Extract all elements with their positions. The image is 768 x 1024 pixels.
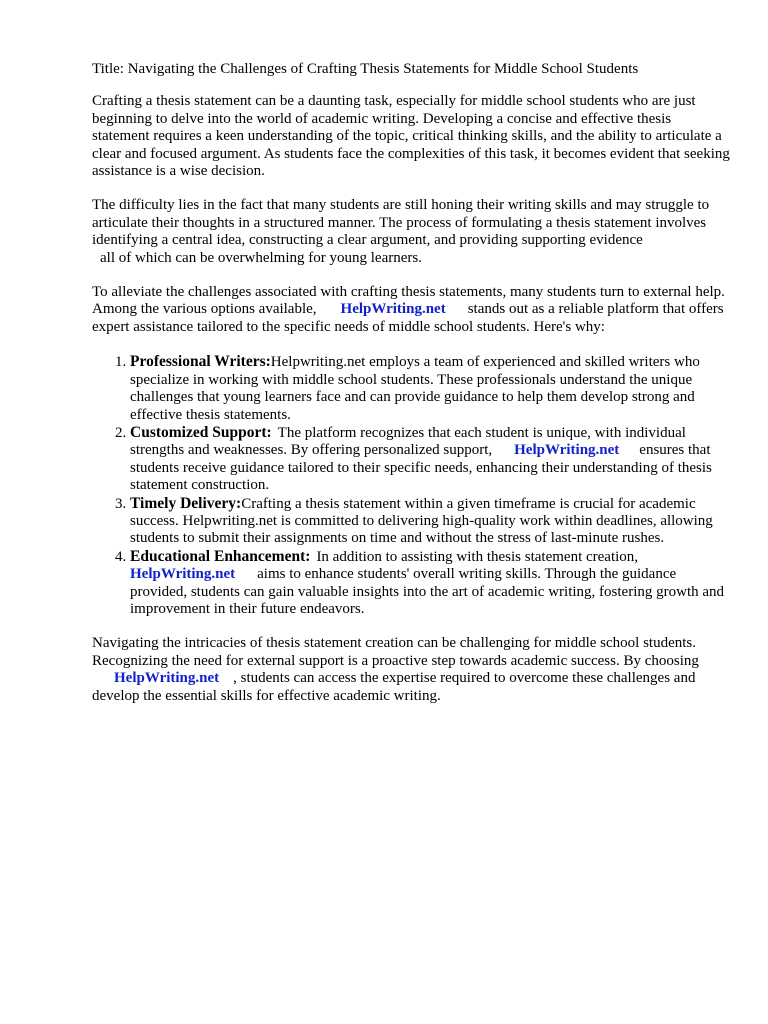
reasons-list	[92, 353, 732, 618]
list-item-heading: Educational Enhancement:	[130, 547, 311, 565]
alleviate-paragraph	[92, 284, 732, 336]
difficulty-text-continued: all of which can be overwhelming for young learners.	[100, 249, 422, 266]
document-page	[92, 61, 732, 722]
helpwriting-link[interactable]: HelpWriting.net	[114, 670, 220, 687]
helpwriting-link[interactable]: HelpWriting.net	[130, 566, 236, 583]
helpwriting-link[interactable]: HelpWriting.net	[514, 442, 620, 459]
document-title: Title: Navigating the Challenges of Crafting Thesis Statements for Middle School Students	[92, 61, 639, 77]
conclusion-paragraph	[92, 635, 732, 705]
difficulty-paragraph	[92, 197, 732, 267]
alleviate-text-end: stands out as a reliable platform that offers expert assistance tailored to the specific needs of middle school students. Here's why:	[92, 301, 724, 335]
list-item-text: The platform recognizes that each student is unique, with individual strengths and weaknesses. By offering personalized support,	[130, 424, 686, 459]
list-item-text: Crafting a thesis statement within a given timeframe is crucial for academic success. Helpwriting.net is committed to delivering high-quality work within deadlines, allowing students to submit their assignments on time and without the stress of last-minute rushes.	[130, 495, 713, 547]
conclusion-text-end: , students can access the expertise required to overcome these challenges and develop the essential skills for effective academic writing.	[92, 670, 696, 704]
list-item-text-continued: aims to enhance students' overall writing skills. Through the guidance provided, students can gain valuable insights into the art of academic writing, fostering growth and improvement in their future endeavors.	[130, 566, 725, 617]
list-item	[130, 424, 732, 495]
helpwriting-link[interactable]: HelpWriting.net	[340, 301, 446, 318]
list-item	[130, 353, 732, 424]
list-item-heading: Customized Support:	[130, 423, 272, 441]
list-item-text: In addition to assisting with thesis statement creation,	[316, 548, 639, 565]
list-item-text-continued: ensures that students receive guidance tailored to their specific needs, enhancing their understanding of thesis statement construction.	[130, 442, 712, 494]
list-item	[130, 548, 732, 619]
intro-paragraph: Crafting a thesis statement can be a daunting task, especially for middle school students who are just beginning to delve into the world of academic writing. Developing a concise and effective thesis statement requires a keen understanding of the topic, critical thinking skills, and the ability to articulate a clear and focused argument. As students face the complexities of this task, it becomes evident that seeking assistance is a wise decision.	[92, 93, 730, 180]
alleviate-text-start: To alleviate the challenges associated with crafting thesis statements, many students turn to external help. Among the various options available,	[92, 284, 725, 318]
list-item-heading: Timely Delivery:	[130, 494, 242, 512]
difficulty-text: The difficulty lies in the fact that many students are still honing their writing skills and may struggle to articulate their thoughts in a structured manner. The process of formulating a thesis statement involves identifying a central idea, constructing a clear argument, and providing supporting evidence	[92, 197, 710, 249]
conclusion-text-start: Navigating the intricacies of thesis statement creation can be challenging for middle school students. Recognizing the need for external support is a proactive step towards academic success. By choosing	[92, 635, 699, 669]
list-item	[130, 495, 732, 548]
list-item-heading: Professional Writers:	[130, 353, 271, 371]
list-item-text: Helpwriting.net employs a team of experienced and skilled writers who specialize in working with middle school students. These professionals understand the unique challenges that young learners face and can provide guidance to help them develop strong and effective thesis statements.	[130, 354, 700, 423]
